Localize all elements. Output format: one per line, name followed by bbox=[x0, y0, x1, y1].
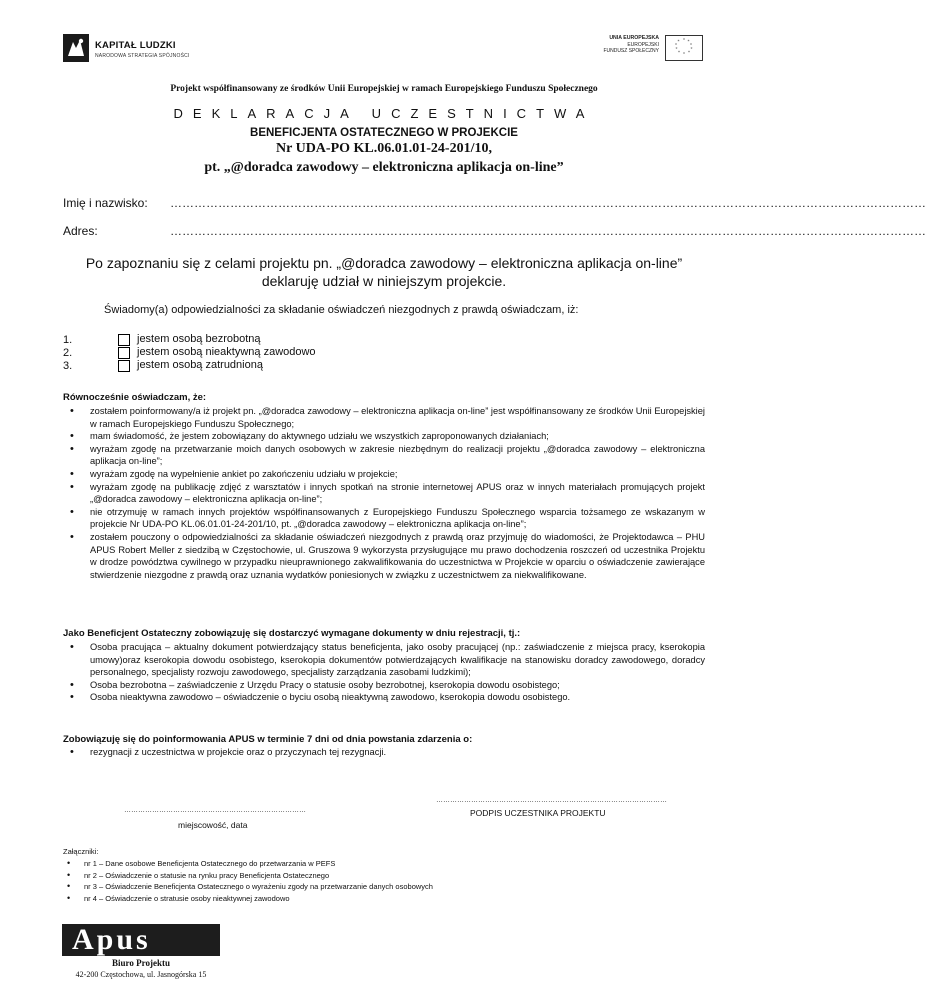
list-item: • nr 3 – Oświadczenie Beneficjenta Ostatecznego o wyrażeniu zgody na przetwarzanie danych osobowych bbox=[63, 881, 433, 893]
kapital-ludzki-subtitle: NARODOWA STRATEGIA SPÓJNOŚCI bbox=[95, 53, 190, 59]
list-item: • wyrażam zgodę na przetwarzanie moich danych osobowych w zakresie niezbędnym do realizacji projektu „@doradca zawodowy – elektroniczna aplikacja on-line”; bbox=[63, 443, 705, 468]
address-field[interactable]: ……………………………………………………………………………………………………………………………………………………………………… bbox=[170, 224, 926, 238]
checkbox-employed[interactable] bbox=[118, 360, 130, 372]
signature-label: PODPIS UCZESTNIKA PROJEKTU bbox=[470, 808, 606, 818]
name-field[interactable]: ……………………………………………………………………………………………………………………………………………………………………… bbox=[170, 196, 926, 210]
checkbox-inactive[interactable] bbox=[118, 347, 130, 359]
kapital-ludzki-logo bbox=[63, 34, 233, 64]
list-item: • Osoba pracująca – aktualny dokument potwierdzający status beneficjenta, jako osoby pracującej (np.: zaświadczenie z miejsca pracy, kserokopia umowy)oraz kserokopia dowodu osobistego, kserokopia dokumentów potwierdzających kwalifikacje na stanowisku doradcy zawodowego, doradcy personalnego, specjalisty rozwoju zawodowego, specjalisty zarządzania zasobami ludzkimi); bbox=[63, 641, 705, 679]
place-date-label: miejscowość, data bbox=[178, 820, 248, 830]
svg-text:*: * bbox=[690, 46, 693, 52]
kapital-ludzki-title: KAPITAŁ LUDZKI bbox=[95, 40, 176, 51]
project-number: Nr UDA-PO KL.06.01.01-24-201/10, bbox=[276, 141, 492, 156]
eu-line-1: UNIA EUROPEJSKA bbox=[609, 35, 659, 41]
svg-text:*: * bbox=[688, 50, 690, 55]
attachments-list bbox=[63, 858, 433, 904]
svg-text:*: * bbox=[678, 50, 680, 55]
declaration-statement: Świadomy(a) odpowiedzialności za składanie oświadczeń niezgodnych z prawdą oświadczam, iż: bbox=[104, 304, 579, 316]
list-item: • zostałem poinformowany/a iż projekt pn. „@doradca zawodowy – elektroniczna aplikacja on-line” jest współfinansowany ze środków Unii Europejskiej w ramach Europejskiego Funduszu Społecznego; bbox=[63, 405, 705, 430]
svg-text:*: * bbox=[677, 39, 680, 44]
section-title-statements: Równocześnie oświadczam, że: bbox=[63, 392, 207, 403]
list-item: • rezygnacji z uczestnictwa w projekcie oraz o przyczynach tej rezygnacji. bbox=[63, 746, 705, 759]
kapital-ludzki-emblem-icon bbox=[63, 34, 89, 62]
svg-text:*: * bbox=[690, 42, 692, 48]
project-name: pt. „@doradca zawodowy – elektroniczna aplikacja on-line” bbox=[204, 160, 564, 175]
option-number: 3. bbox=[63, 360, 73, 372]
eu-line-3: FUNDUSZ SPOŁECZNY bbox=[603, 48, 659, 54]
list-item: • zostałem pouczony o odpowiedzialności za składanie oświadczeń niezgodnych z prawdą oraz przyjmuję do wiadomości, że Projektodawca – PHU APUS Robert Meller z siedzibą w Częstochowie, ul. Gruszowa 9 wykorzysta przysługujące mu prawo dochodzenia roszczeń od uczestnika Projektu w drodze powództwa cywilnego w przypadku nieuprawnionego zakwalifikowania do uczestnictwa w Projekcie w oparciu o oświadczenie zawierające stwierdzenie niezgodne z prawdą oraz uznania wydatków poniesionych w związku z uczestnictwem za niekwalifikowane. bbox=[63, 531, 705, 581]
option-number: 1. bbox=[63, 334, 73, 346]
list-item: • mam świadomość, że jestem zobowiązany do aktywnego udziału we wszystkich zaproponowanych działaniach; bbox=[63, 430, 705, 443]
place-date-field[interactable]: …………………………………………………………………… bbox=[124, 807, 306, 814]
apus-logo-text: Apus bbox=[62, 924, 220, 956]
list-item: • Osoba bezrobotna – zaświadczenie z Urzędu Pracy o statusie osoby bezrobotnej, kserokopia dowodu osobistego; bbox=[63, 679, 705, 692]
name-label: Imię i nazwisko: bbox=[63, 196, 148, 210]
list-item: • nr 1 – Dane osobowe Beneficjenta Ostatecznego do przetwarzania w PEFS bbox=[63, 858, 433, 870]
svg-text:*: * bbox=[675, 46, 678, 52]
statements-list bbox=[63, 405, 705, 581]
svg-text:*: * bbox=[687, 39, 690, 44]
svg-text:*: * bbox=[675, 42, 677, 48]
eu-line-2: EUROPEJSKI bbox=[627, 41, 659, 48]
resignation-list bbox=[63, 746, 705, 759]
svg-text:*: * bbox=[683, 37, 685, 43]
intro-line-1: Po zapoznaniu się z celami projektu pn. „@doradca zawodowy – elektroniczna aplikacja on-line” bbox=[85, 255, 683, 271]
list-item: • nie otrzymuję w ramach innych projektów współfinansowanych z Europejskiego Funduszu Społecznego wsparcia tożsamego ze wskazanym w projekcie Nr UDA-PO KL.06.01.01-24-201/10, pt. „@doradca zawodowy – elektroniczna aplikacja on-line”; bbox=[63, 506, 705, 531]
apus-logo bbox=[62, 924, 220, 956]
eu-logo-text bbox=[603, 35, 659, 55]
intro-line-2: deklaruję udział w niniejszym projekcie. bbox=[261, 273, 507, 289]
signature-field[interactable]: ……………………………………………………………………………………… bbox=[436, 797, 667, 804]
document-title: DEKLARACJA UCZESTNICTWA bbox=[173, 106, 595, 121]
list-item: • Osoba nieaktywna zawodowo – oświadczenie o byciu osobą nieaktywną zawodowo, kserokopia dowodu osobistego. bbox=[63, 691, 705, 704]
eu-flag-icon bbox=[665, 35, 703, 61]
option-label: jestem osobą bezrobotną bbox=[137, 333, 261, 345]
documents-list bbox=[63, 641, 705, 704]
option-number: 2. bbox=[63, 347, 73, 359]
project-office-label: Biuro Projektu bbox=[112, 958, 170, 968]
section-title-documents: Jako Beneficjent Ostateczny zobowiązuję się dostarczyć wymagane dokumenty w dniu rejestracji, tj.: bbox=[63, 628, 521, 639]
svg-text:*: * bbox=[683, 51, 685, 57]
section-title-resignation: Zobowiązuję się do poinformowania APUS w terminie 7 dni od dnia powstania zdarzenia o: bbox=[63, 734, 473, 745]
checkbox-unemployed[interactable] bbox=[118, 334, 130, 346]
option-label: jestem osobą zatrudnioną bbox=[137, 359, 263, 371]
project-cofinancing-line: Projekt współfinansowany ze środków Unii Europejskiej w ramach Europejskiego Funduszu Społecznego bbox=[170, 84, 598, 94]
beneficiary-subtitle: BENEFICJENTA OSTATECZNEGO W PROJEKCIE bbox=[250, 127, 518, 139]
list-item: • nr 2 – Oświadczenie o statusie na rynku pracy Beneficjenta Ostatecznego bbox=[63, 870, 433, 882]
option-label: jestem osobą nieaktywną zawodowo bbox=[137, 346, 316, 358]
list-item: • wyrażam zgodę na wypełnienie ankiet po zakończeniu udziału w projekcie; bbox=[63, 468, 705, 481]
attachments-title: Załączniki: bbox=[63, 847, 99, 856]
address-label: Adres: bbox=[63, 224, 98, 238]
intro-text bbox=[0, 254, 768, 290]
eu-logo bbox=[583, 35, 703, 63]
list-item: • wyrażam zgodę na publikację zdjęć z warsztatów i innych spotkań na stronie internetowej APUS oraz w innych materiałach promujących projekt „@doradca zawodowy – elektroniczna aplikacja on-line”; bbox=[63, 481, 705, 506]
project-office-address: 42-200 Częstochowa, ul. Jasnogórska 15 bbox=[75, 970, 207, 979]
list-item: • nr 4 – Oświadczenie o stratusie osoby nieaktywnej zawodowo bbox=[63, 893, 433, 905]
